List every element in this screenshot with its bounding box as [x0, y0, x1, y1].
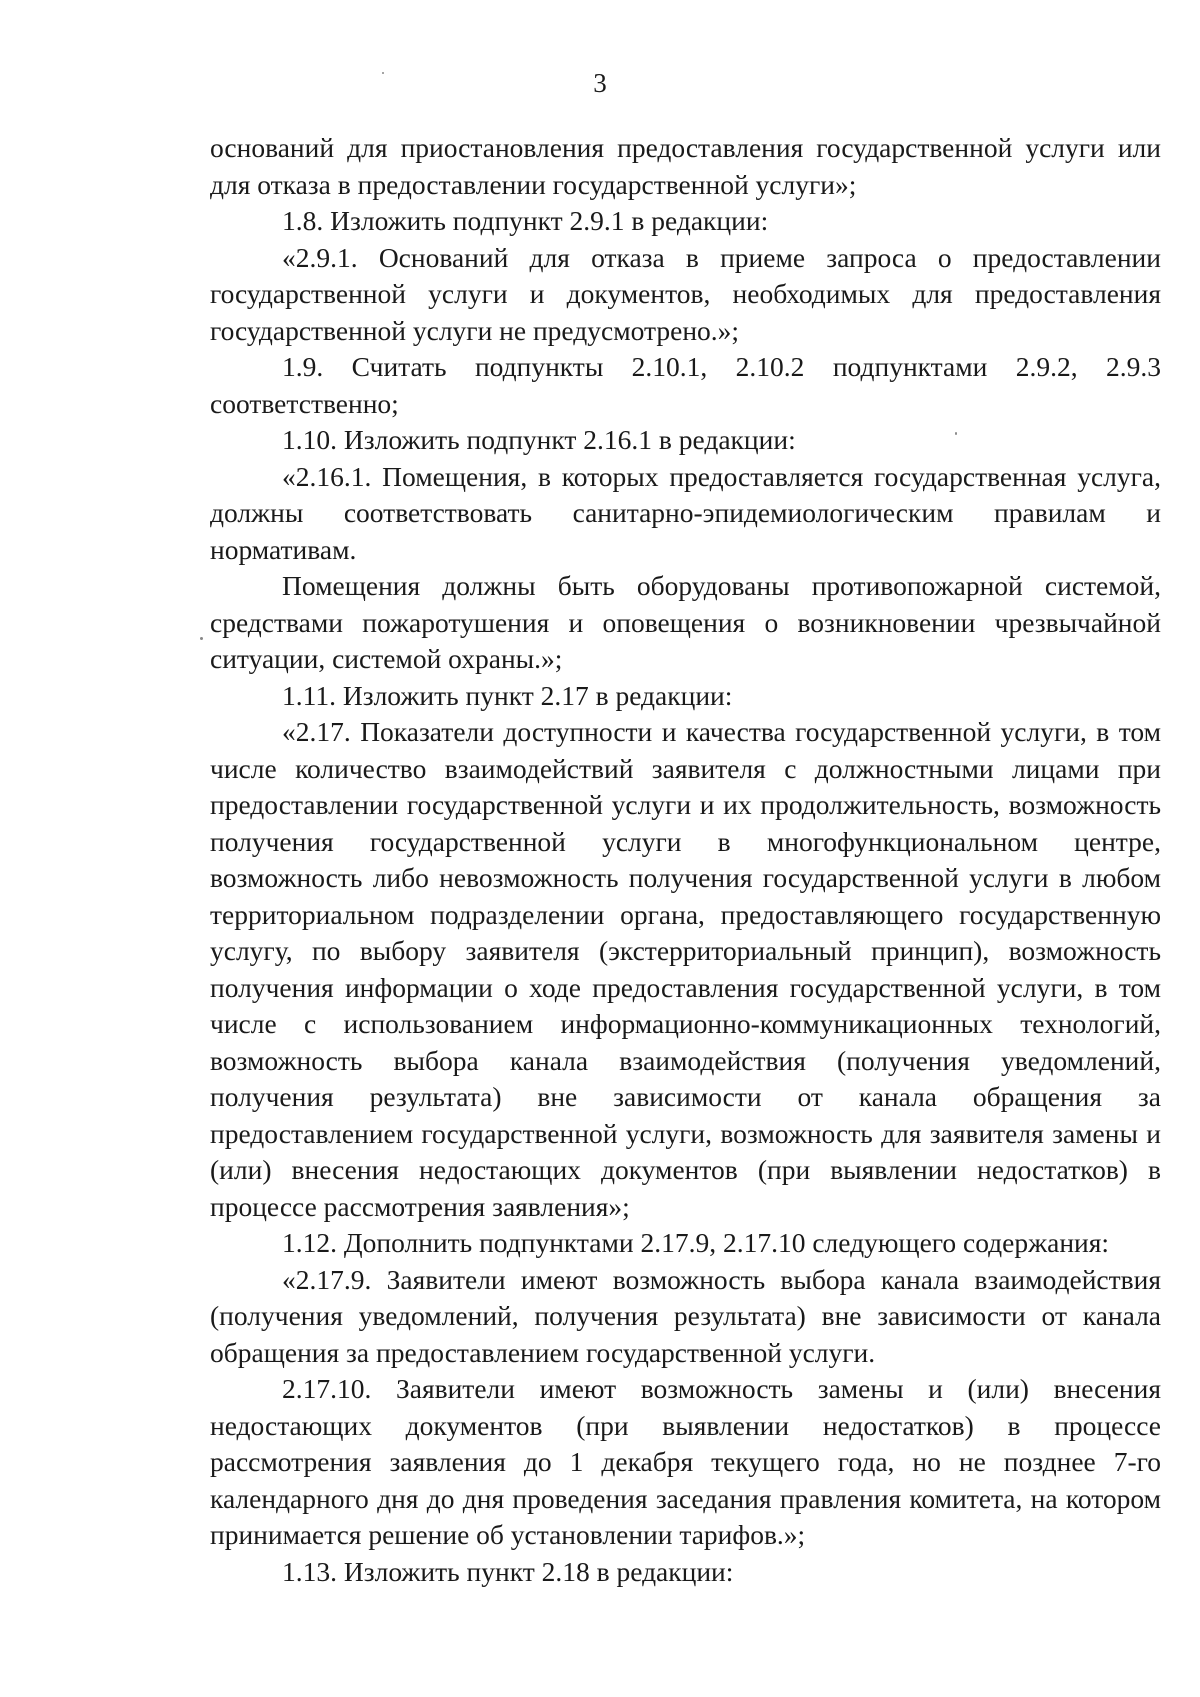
paragraph-quote-2-9-1: «2.9.1. Оснований для отказа в приеме запроса о предоставлении государственной услуги и документов, необходимых для предоставления государственной услуги не предусмотрено.»;: [210, 241, 1161, 346]
page-number: 3: [593, 68, 607, 98]
paragraph-item-1-9: 1.9. Считать подпункты 2.10.1, 2.10.2 подпунктами 2.9.2, 2.9.3 соответственно;: [210, 351, 1161, 419]
paragraph-quote-2-16-1: «2.16.1. Помещения, в которых предоставляется государственная услуга, должны соответствовать санитарно-эпидемиологическим правилам и нормативам.: [210, 460, 1161, 565]
paragraph-item-1-11: 1.11. Изложить пункт 2.17 в редакции:: [282, 679, 733, 711]
paragraph-quote-2-17-9: «2.17.9. Заявители имеют возможность выбора канала взаимодействия (получения уведомлений, получения результата) вне зависимости от канала обращения за предоставлением государственной услуги.: [210, 1263, 1161, 1368]
paragraph-quote-2-17: «2.17. Показатели доступности и качества государственной услуги, в том числе количество взаимодействий заявителя с должностными лицами при предоставлении государственной услуги и их продолжительность, возможность получения государственной услуги в многофункциональном центре, возможность либо невозможность получения государственной услуги в любом территориальном подразделении органа, предоставляющего государственную услугу, по выбору заявителя (экстерриториальный принцип), возможность получения информации о ходе предоставления государственной услуги, в том числе с использованием информационно-коммуникационных технологий, возможность выбора канала взаимодействия (получения уведомлений, получения результата) вне зависимости от канала обращения за предоставлением государственной услуги, возможность для заявителя замены и (или) внесения недостающих документов (при выявлении недостатков) в процессе рассмотрения заявления»;: [210, 716, 1161, 1222]
paragraph-item-1-12: 1.12. Дополнить подпунктами 2.17.9, 2.17.10 следующего содержания:: [282, 1227, 1110, 1258]
paragraph-item-1-8: 1.8. Изложить подпункт 2.9.1 в редакции:: [282, 205, 769, 236]
paragraph-item-1-10: 1.10. Изложить подпункт 2.16.1 в редакции:: [282, 424, 796, 455]
paragraph-quote-premises: Помещения должны быть оборудованы противопожарной системой, средствами пожаротушения и оповещения о возникновении чрезвычайной ситуации, системой охраны.»;: [210, 570, 1161, 674]
paragraph-quote-2-17-10: 2.17.10. Заявители имеют возможность замены и (или) внесения недостающих документов (при выявлении недостатков) в процессе рассмотрения заявления до 1 декабря текущего года, но не позднее 7-го календарного дня до дня проведения заседания правления комитета, на котором принимается решение об установлении тарифов.»;: [210, 1373, 1161, 1550]
paragraph-item-1-13: 1.13. Изложить пункт 2.18 в редакции:: [282, 1555, 734, 1587]
scan-speck: [382, 72, 384, 74]
paragraph-continuation: оснований для приостановления предоставления государственной услуги или для отказа в предоставлении государственной услуги»;: [210, 132, 1161, 200]
document-body: [210, 130, 1161, 1590]
scan-speck: [955, 432, 957, 435]
scan-speck: [200, 637, 203, 640]
